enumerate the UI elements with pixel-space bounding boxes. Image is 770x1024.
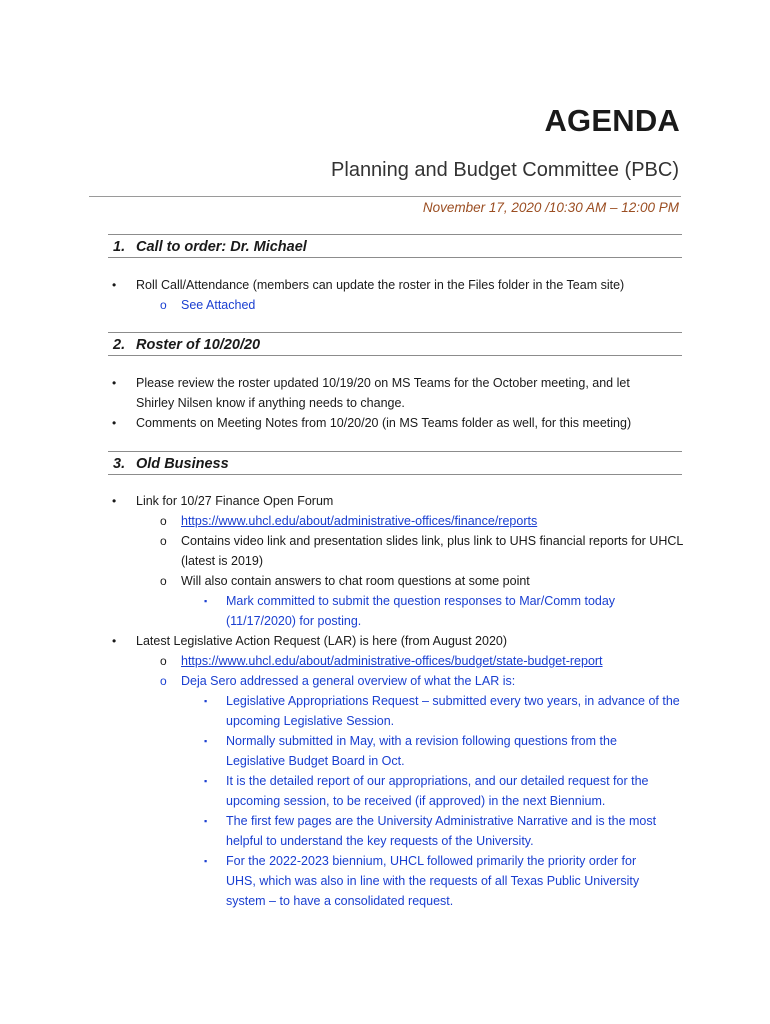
section-heading-roster — [108, 332, 682, 356]
bullet-icon: • — [112, 416, 117, 430]
list-item-text: Contains video link and presentation slides link, plus link to UHS financial reports for UHCL (latest is 2019) — [181, 534, 683, 568]
list-item-text: Roll Call/Attendance (members can update the roster in the Files folder in the Team site) — [136, 278, 625, 292]
square-bullet-icon: ▪ — [204, 596, 208, 606]
bullet-icon: • — [112, 494, 117, 508]
section-heading-old-business — [108, 451, 682, 475]
section-1-list — [108, 275, 688, 315]
section-3-list — [108, 491, 688, 911]
list-item — [108, 671, 688, 691]
bullet-icon: • — [112, 376, 117, 390]
section-title: Call to order: Dr. Michael — [136, 239, 307, 255]
list-item-text: Legislative Appropriations Request – submitted every two years, in advance of the upcoming Legislative Session. — [226, 694, 680, 728]
square-bullet-icon: ▪ — [204, 776, 208, 786]
list-item-text: Normally submitted in May, with a revision following questions from the Legislative Budget Board in Oct. — [226, 734, 617, 768]
list-item-text: Link for 10/27 Finance Open Forum — [136, 494, 334, 508]
list-item-text: Mark committed to submit the question responses to Mar/Comm today (11/17/2020) for posting. — [226, 594, 616, 628]
finance-reports-link[interactable]: https://www.uhcl.edu/about/administrative-offices/finance/reports — [181, 514, 538, 528]
list-item — [108, 531, 691, 571]
section-title: Roster of 10/20/20 — [136, 337, 261, 353]
circle-bullet-icon: o — [160, 514, 167, 528]
circle-bullet-icon: o — [160, 534, 167, 548]
list-item-text: Please review the roster updated 10/19/20 on MS Teams for the October meeting, and let Shirley Nilsen know if anything needs to change. — [136, 376, 630, 410]
list-item — [108, 373, 648, 413]
see-attached-link[interactable] — [108, 295, 688, 315]
page-title: AGENDA — [544, 103, 680, 138]
section-bottom-rule — [108, 474, 682, 475]
list-item — [108, 591, 646, 631]
section-bottom-rule — [108, 355, 682, 356]
list-item — [108, 275, 688, 295]
state-budget-report-link[interactable]: https://www.uhcl.edu/about/administrative-offices/budget/state-budget-report — [181, 654, 603, 668]
circle-bullet-icon: o — [160, 674, 167, 688]
section-bottom-rule — [108, 257, 682, 258]
section-heading-call-to-order — [108, 234, 682, 258]
square-bullet-icon: ▪ — [204, 816, 208, 826]
square-bullet-icon: ▪ — [204, 856, 208, 866]
list-item-text: Deja Sero addressed a general overview of what the LAR is: — [181, 674, 516, 688]
meeting-date: November 17, 2020 /10:30 AM – 12:00 PM — [422, 200, 679, 215]
list-item — [108, 691, 686, 731]
circle-bullet-icon: o — [160, 574, 167, 588]
title-divider — [89, 196, 681, 197]
list-item — [108, 771, 686, 811]
list-item — [108, 651, 688, 671]
list-item-text: The first few pages are the University Administrative Narrative and is the most helpful to understand the key requests of the University. — [226, 814, 657, 848]
list-item — [108, 811, 686, 851]
circle-bullet-icon: o — [160, 298, 167, 312]
list-item-text: Comments on Meeting Notes from 10/20/20 (in MS Teams folder as well, for this meeting) — [136, 416, 632, 430]
list-item-text: For the 2022-2023 biennium, UHCL followed primarily the priority order for UHS, which was also in line with the requests of all Texas Public University system – to have a consolidated request. — [226, 854, 640, 908]
circle-bullet-icon: o — [160, 654, 167, 668]
list-item — [108, 731, 666, 771]
bullet-icon: • — [112, 634, 117, 648]
section-number: 1. — [113, 239, 126, 255]
list-item-text: See Attached — [181, 298, 256, 312]
list-item — [108, 491, 688, 511]
list-item-text: Latest Legislative Action Request (LAR) is here (from August 2020) — [136, 634, 508, 648]
section-number: 3. — [113, 456, 126, 472]
square-bullet-icon: ▪ — [204, 736, 208, 746]
committee-subtitle: Planning and Budget Committee (PBC) — [331, 159, 679, 181]
list-item-text: It is the detailed report of our appropriations, and our detailed request for the upcoming session, to be received (if approved) in the next Biennium. — [226, 774, 649, 808]
list-item-text: Will also contain answers to chat room questions at some point — [181, 574, 530, 588]
list-item — [108, 571, 688, 591]
list-item — [108, 511, 688, 531]
list-item — [108, 413, 716, 433]
list-item — [108, 631, 688, 651]
list-item — [108, 851, 666, 911]
section-number: 2. — [113, 337, 126, 353]
bullet-icon: • — [112, 278, 117, 292]
square-bullet-icon: ▪ — [204, 696, 208, 706]
section-title: Old Business — [136, 456, 229, 472]
section-2-list — [108, 373, 648, 433]
